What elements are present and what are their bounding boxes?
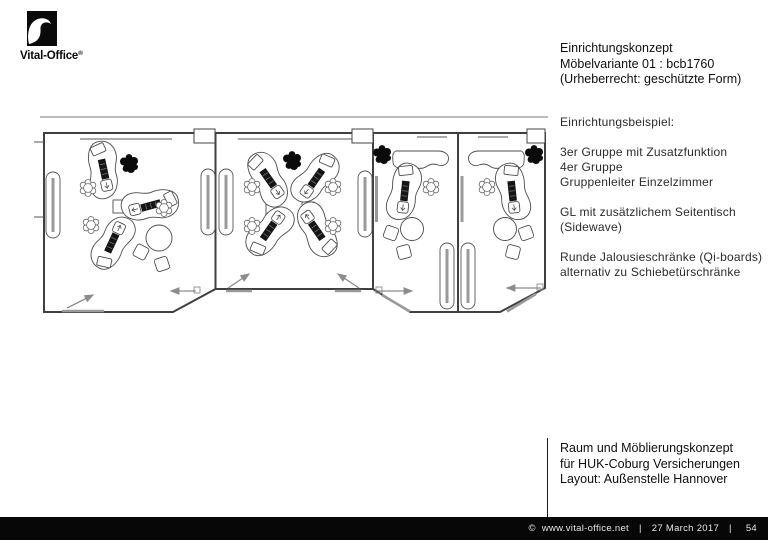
plant-chair-icon (325, 218, 341, 235)
plant-chair-icon (80, 180, 96, 197)
project-line: für HUK-Coburg Versicherungen (560, 456, 740, 471)
footer-separator: | (729, 523, 732, 534)
stool (518, 225, 535, 242)
notes-paragraph: Runde Jalousieschränke (Qi-boards) alternativ zu Schiebetürschränke (560, 250, 763, 279)
footer-separator: | (638, 523, 642, 534)
plant-chair-icon (325, 179, 341, 196)
plant-icon (525, 145, 543, 164)
notes-intro: Einrichtungsbeispiel: (560, 115, 675, 129)
footer-date: 27 March 2017 (651, 523, 720, 534)
header-line: Möbelvariante 01 : bcb1760 (560, 56, 715, 71)
stool (396, 244, 412, 260)
svg-text:Vital-Office®: Vital-Office® (20, 50, 83, 62)
plant-chair-icon (423, 179, 439, 196)
notes-paragraph: 3er Gruppe mit Zusatzfunktion 4er Gruppe Gruppenleiter Einzelzimmer (560, 145, 728, 189)
copyright-symbol: © (528, 523, 536, 534)
round-table (146, 225, 172, 251)
stool (383, 225, 400, 242)
room-3er-gruppe (80, 138, 182, 275)
plant-chair-icon (244, 179, 260, 196)
plant-icon (283, 151, 301, 170)
plant-chair-icon (83, 217, 99, 234)
room-4er-gruppe (238, 145, 346, 263)
plant-chair-icon (156, 200, 172, 217)
project-line: Layout: Außenstelle Hannover (560, 472, 728, 486)
page-number: 54 (745, 523, 757, 534)
header-line: Einrichtungskonzept (560, 41, 673, 55)
plant-icon (373, 145, 391, 164)
plant-icon (120, 154, 138, 173)
logo-text: Vital-Office (20, 50, 79, 62)
project-line: Raum und Möblierungskonzept (560, 441, 734, 455)
stool (154, 256, 170, 272)
footer-website: www.vital-office.net (541, 523, 629, 534)
stool (132, 243, 150, 261)
round-table (494, 218, 517, 241)
round-table (401, 218, 424, 241)
desk (385, 161, 423, 221)
plant-chair-icon (479, 179, 495, 196)
notes-paragraph: GL mit zusätzlichem Seitentisch (Sidewave) (560, 205, 736, 234)
header-line: (Urheberrecht: geschützte Form) (560, 72, 742, 86)
stool (505, 244, 521, 260)
desk (494, 161, 532, 221)
project-info-block (547, 438, 740, 517)
footer-bar (0, 517, 768, 540)
room-gruppenleiter-2 (468, 145, 543, 260)
plant-chair-icon (244, 218, 260, 235)
room-gruppenleiter-1 (373, 145, 449, 260)
